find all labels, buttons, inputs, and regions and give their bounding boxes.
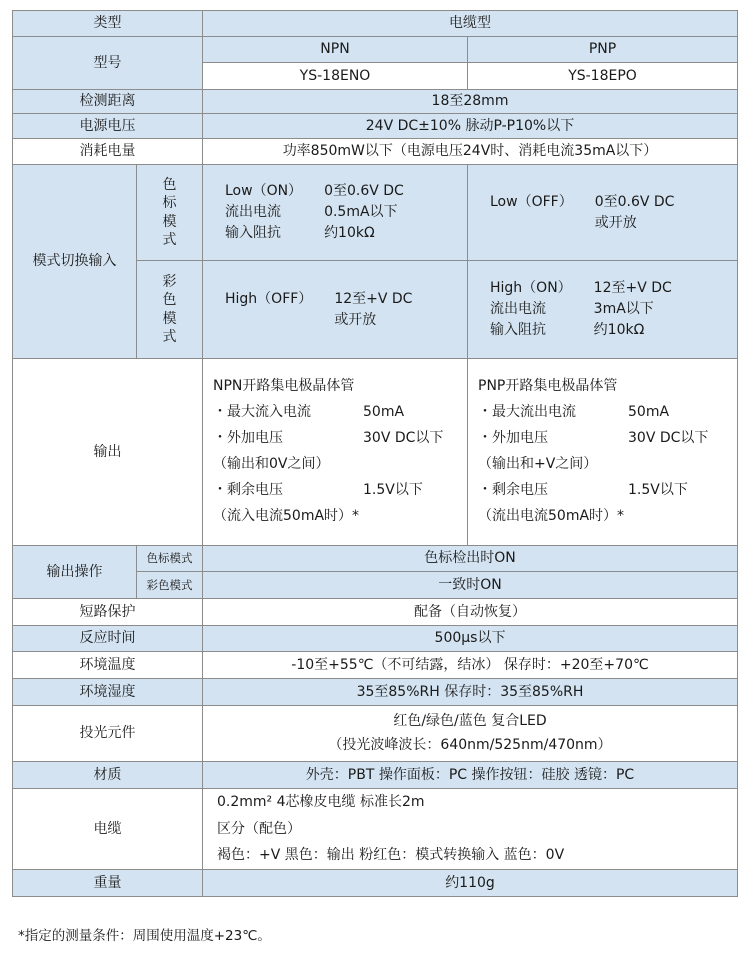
response-value: 500μs以下	[203, 626, 738, 652]
material-label: 材质	[13, 762, 203, 789]
output-op-mark-value: 色标检出时ON	[203, 546, 738, 572]
temp-value: -10至+55℃（不可结露，结冰） 保存时：+20至+70℃	[203, 652, 738, 679]
power-value: 24V DC±10% 脉动P-P10%以下	[203, 114, 738, 139]
pnp-output-cell: PNP开路集电极晶体管 ・最大流出电流 50mA ・外加电压 30V DC以下 （输出和+V之间） ・剩余电压 1.5V以下 （流出电流50mA时）*	[468, 359, 738, 546]
humidity-value: 35至85%RH 保存时：35至85%RH	[203, 679, 738, 706]
npn-header: NPN	[203, 37, 468, 63]
mark-mode-vertical: 色 标 模 式	[137, 165, 203, 261]
type-label: 类型	[13, 11, 203, 37]
npn-output-cell: NPN开路集电极晶体管 ・最大流入电流 50mA ・外加电压 30V DC以下 （输出和0V之间） ・剩余电压 1.5V以下 （流入电流50mA时）*	[203, 359, 468, 546]
cable-label: 电缆	[13, 789, 203, 870]
cable-value: 0.2mm² 4芯橡皮电缆 标准长2m 区分（配色） 褐色：+V 黑色：输出 粉红色：模式转换输入 蓝色：0V	[203, 789, 738, 870]
npn-mark-mode-cell: Low（ON） 0至0.6V DC 流出电流 0.5mA以下 输入阻抗 约10kΩ	[203, 165, 468, 261]
output-label: 输出	[13, 359, 203, 546]
humidity-label: 环境湿度	[13, 679, 203, 706]
color-mode-vertical: 彩 色 模 式	[137, 261, 203, 359]
output-op-mark-mode: 色标模式	[137, 546, 203, 572]
temp-label: 环境温度	[13, 652, 203, 679]
output-op-color-mode: 彩色模式	[137, 572, 203, 599]
type-value: 电缆型	[203, 11, 738, 37]
short-label: 短路保护	[13, 599, 203, 626]
response-label: 反应时间	[13, 626, 203, 652]
weight-label: 重量	[13, 870, 203, 897]
distance-label: 检测距离	[13, 90, 203, 114]
npn-color-mode-cell: High（OFF） 12至+V DC 或开放	[203, 261, 468, 359]
power-label: 电源电压	[13, 114, 203, 139]
emitter-value: 红色/绿色/蓝色 复合LED （投光波峰波长：640nm/525nm/470nm）	[203, 706, 738, 762]
output-op-label: 输出操作	[13, 546, 137, 599]
consumption-value: 功率850mW以下（电源电压24V时、消耗电流35mA以下）	[203, 139, 738, 165]
weight-value: 约110g	[203, 870, 738, 897]
pnp-mark-mode-cell: Low（OFF） 0至0.6V DC 或开放	[468, 165, 738, 261]
pnp-model: YS-18EPO	[468, 63, 738, 90]
spec-table	[12, 10, 738, 897]
pnp-header: PNP	[468, 37, 738, 63]
pnp-color-mode-cell: High（ON） 12至+V DC 流出电流 3mA以下 输入阻抗 约10kΩ	[468, 261, 738, 359]
consumption-label: 消耗电量	[13, 139, 203, 165]
short-value: 配备（自动恢复）	[203, 599, 738, 626]
npn-model: YS-18ENO	[203, 63, 468, 90]
output-op-color-value: 一致时ON	[203, 572, 738, 599]
model-label: 型号	[13, 37, 203, 90]
mode-input-label: 模式切换输入	[13, 165, 137, 359]
distance-value: 18至28mm	[203, 90, 738, 114]
material-value: 外壳：PBT 操作面板：PC 操作按钮：硅胶 透镜：PC	[203, 762, 738, 789]
footnote: *指定的测量条件：周围使用温度+23℃。	[18, 928, 271, 944]
emitter-label: 投光元件	[13, 706, 203, 762]
